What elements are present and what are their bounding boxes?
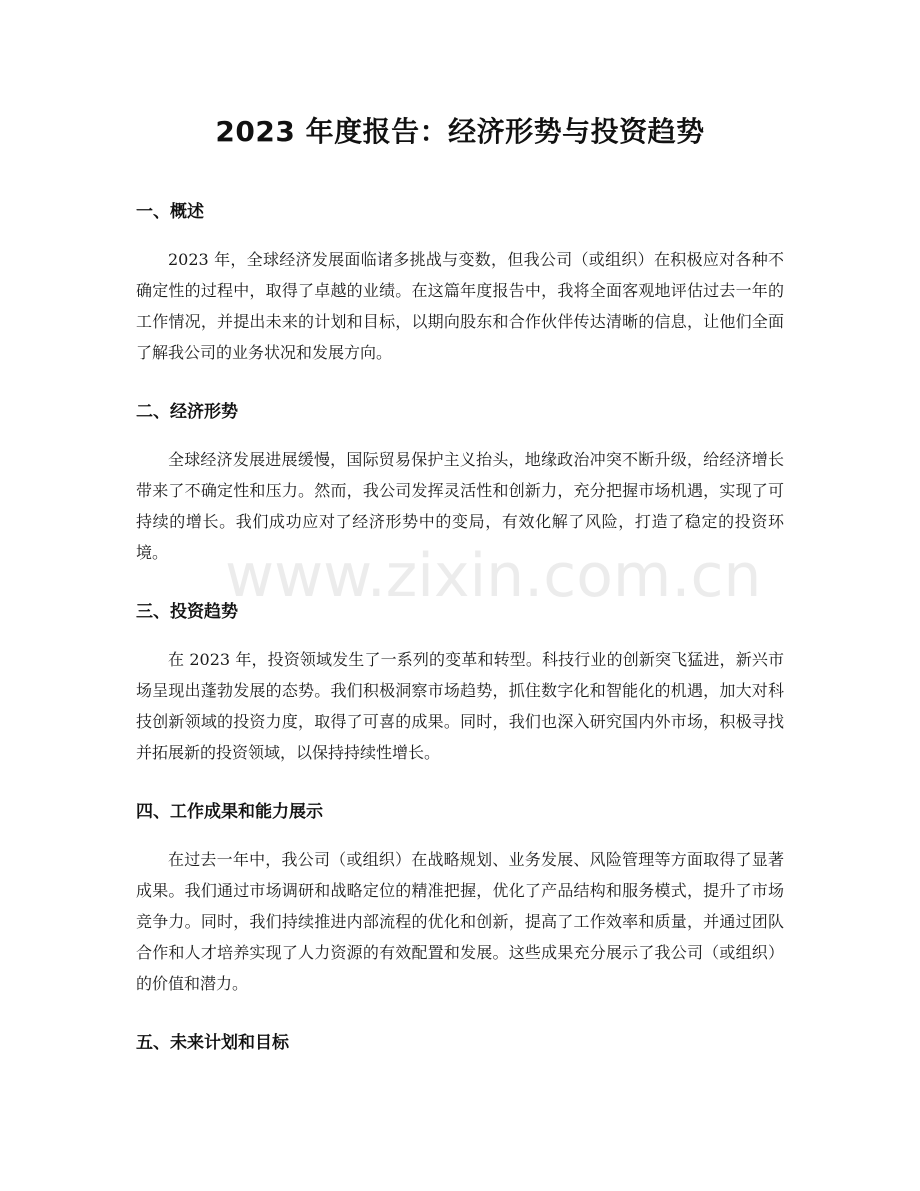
- section-investment-trends: [136, 600, 784, 768]
- section-achievements: [136, 800, 784, 999]
- section-future-plans: [136, 1031, 784, 1055]
- section-heading: 五、未来计划和目标: [136, 1033, 289, 1053]
- section-paragraph: 全球经济发展进展缓慢，国际贸易保护主义抬头，地缘政治冲突不断升级，给经济增长带来了不确定性和压力。然而，我公司发挥灵活性和创新力，充分把握市场机遇，实现了可持续的增长。我们成功应对了经济形势中的变局，有效化解了风险，打造了稳定的投资环境。: [136, 450, 784, 562]
- section-heading: 二、经济形势: [136, 402, 238, 422]
- section-economy: [136, 400, 784, 568]
- watermark-text: www.zixin.com.cn: [225, 541, 762, 611]
- section-heading: 四、工作成果和能力展示: [136, 802, 323, 822]
- section-paragraph: 在 2023 年，投资领域发生了一系列的变革和转型。科技行业的创新突飞猛进，新兴市场呈现出蓬勃发展的态势。我们积极洞察市场趋势，抓住数字化和智能化的机遇，加大对科技创新领域的投资力度，取得了可喜的成果。同时，我们也深入研究国内外市场，积极寻找并拓展新的投资领域，以保持持续性增长。: [136, 650, 784, 762]
- section-paragraph: 2023 年，全球经济发展面临诸多挑战与变数，但我公司（或组织）在积极应对各种不确定性的过程中，取得了卓越的业绩。在这篇年度报告中，我将全面客观地评估过去一年的工作情况，并提出未来的计划和目标，以期向股东和合作伙伴传达清晰的信息，让他们全面了解我公司的业务状况和发展方向。: [136, 250, 784, 362]
- document-title: 2023 年度报告：经济形势与投资趋势: [215, 115, 705, 148]
- section-heading: 三、投资趋势: [136, 602, 238, 622]
- section-heading: 一、概述: [136, 202, 204, 222]
- section-overview: [136, 200, 784, 368]
- section-paragraph: 在过去一年中，我公司（或组织）在战略规划、业务发展、风险管理等方面取得了显著成果。我们通过市场调研和战略定位的精准把握，优化了产品结构和服务模式，提升了市场竞争力。同时，我们持续推进内部流程的优化和创新，提高了工作效率和质量，并通过团队合作和人才培养实现了人力资源的有效配置和发展。这些成果充分展示了我公司（或组织）的价值和潜力。: [136, 850, 784, 993]
